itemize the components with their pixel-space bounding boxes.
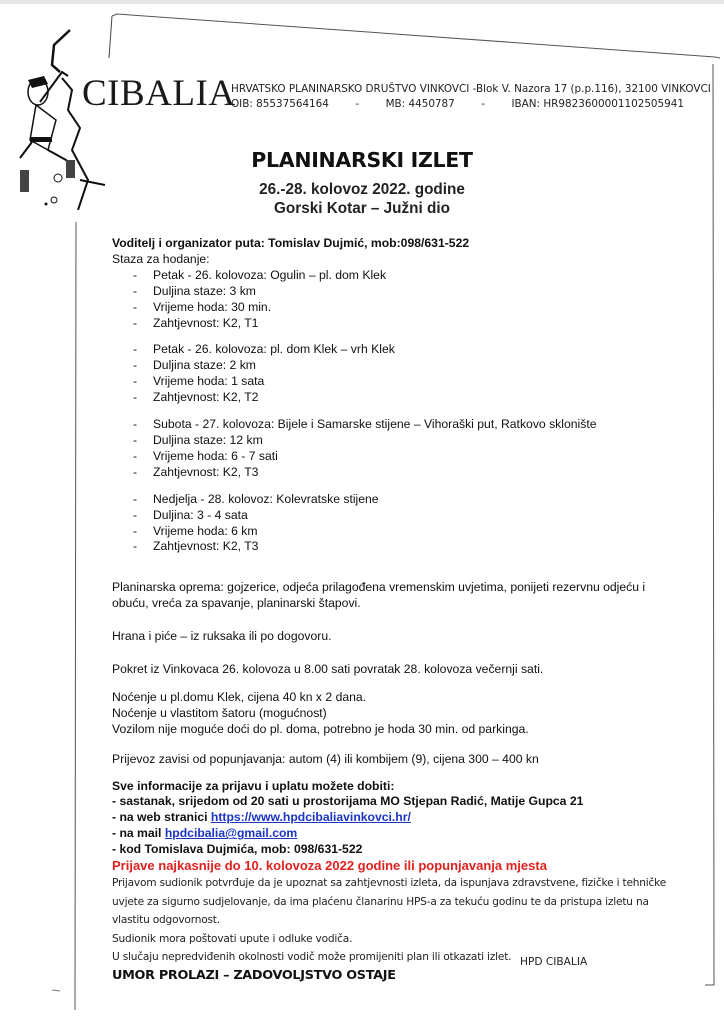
list-item: - Vrijeme hoda: 6 - 7 sati — [112, 449, 672, 465]
terms-text: U slučaju nepredviđenih okolnosti vodič može promijeniti plan ili otkazati izlet. — [112, 951, 512, 964]
separator: - — [355, 98, 360, 110]
list-item: - Zahtjevnost: K2, T1 — [112, 316, 672, 332]
stage-list-4 — [112, 492, 672, 556]
list-item: - Zahtjevnost: K2, T3 — [112, 539, 672, 555]
lodging-line: Noćenje u pl.domu Klek, cijena 40 kn x 2 dana. — [112, 689, 367, 704]
info-meeting: - sastanak, srijedom od 20 sati u prostorijama MO Stjepan Radić, Matije Gupca 21 — [112, 794, 584, 809]
terms-text: Prijavom sudionik potvrđuje da je upoznat sa zahtjevnosti izleta, da ispunjava zdravstvene, fizičke i tehničke uvjete za sigurno sudjelovanje, da ima plaćenu članarinu HPS-a za tekuću godinu te da pristupa izletu na vlastitu odgovornost. — [112, 877, 667, 927]
terms-text: Sudionik mora poštovati upute i odluke vodiča. — [112, 932, 353, 945]
info-web — [112, 810, 672, 826]
website-link[interactable]: https://www.hpdcibaliavinkovci.hr/ — [210, 810, 411, 825]
list-item: - Nedjelja - 28. kolovoz: Kolevratske stijene — [112, 492, 672, 508]
trip-dates: 26.-28. kolovoz 2022. godine — [259, 181, 465, 198]
info-phone: - kod Tomislava Dujmića, mob: 098/631-522 — [112, 842, 363, 857]
lodging-line: Noćenje u vlastitom šatoru (mogućnost) — [112, 705, 327, 720]
stage-list-3 — [112, 417, 672, 481]
registration-deadline: Prijave najkasnije do 10. kolovoza 2022 godine ili popunjavanja mjesta — [112, 858, 547, 874]
list-item: - Petak - 26. kolovoza: Ogulin – pl. dom Klek — [112, 268, 672, 284]
departure-text: Pokret iz Vinkovaca 26. kolovoza u 8.00 sati povratak 28. kolovoza večernji sati. — [112, 662, 544, 677]
org-iban: IBAN: HR9823600001102505941 — [511, 98, 684, 110]
motto: UMOR PROLAZI – ZADOVOLJSTVO OSTAJE — [112, 967, 396, 983]
list-item: - Vrijeme hoda: 30 min. — [112, 300, 672, 316]
document-body — [112, 236, 672, 984]
list-item: - Vrijeme hoda: 1 sata — [112, 374, 672, 390]
logo-text: CIBALIA — [82, 73, 236, 114]
trip-leader: Voditelj i organizator puta: Tomislav Dujmić, mob:098/631-522 — [112, 236, 470, 250]
info-web-label: - na web stranici — [112, 810, 211, 825]
email-link[interactable]: hpdcibalia@gmail.com — [164, 826, 298, 841]
food-text: Hrana i piće – iz ruksaka ili po dogovoru. — [112, 629, 332, 644]
org-address: HRVATSKO PLANINARSKO DRUŠTVO VINKOVCI -Blok V. Nazora 17 (p.p.116), 32100 VINKOVCI — [231, 83, 711, 95]
stage-list-2 — [112, 342, 672, 406]
top-edge — [0, 0, 724, 4]
equipment-text: Planinarska oprema: gojzerice, odjeća prilagođena vremenskim uvjetima, ponijeti rezervnu odjeću i obuću, vreća za spavanje, planinarski štapovi. — [112, 580, 646, 611]
lodging-line: Vozilom nije moguće doći do pl. doma, potrebno je hoda 30 min. od parkinga. — [112, 721, 529, 736]
list-item: - Duljina: 3 - 4 sata — [112, 508, 672, 524]
separator: - — [481, 98, 485, 110]
organization-header — [231, 82, 711, 112]
page-title: PLANINARSKI IZLET — [251, 148, 473, 172]
info-mail-label: - na mail — [112, 826, 165, 841]
signature: HPD CIBALIA — [520, 956, 588, 968]
list-item: - Duljina staze: 12 km — [112, 433, 672, 449]
info-mail — [112, 826, 672, 842]
org-mb: MB: 4450787 — [385, 98, 455, 110]
list-item: - Vrijeme hoda: 6 km — [112, 524, 672, 540]
list-item: - Duljina staze: 3 km — [112, 284, 672, 300]
org-oib: OIB: 85537564164 — [231, 98, 329, 110]
list-item: - Duljina staze: 2 km — [112, 358, 672, 374]
info-heading: Sve informacije za prijavu i uplatu možete dobiti: — [112, 778, 395, 793]
trail-heading: Staza za hodanje: — [112, 251, 210, 266]
stage-list-1 — [112, 268, 672, 332]
list-item: - Subota - 27. kolovoza: Bijele i Samarske stijene – Vihoraški put, Ratkovo sklonište — [112, 417, 672, 433]
list-item: - Zahtjevnost: K2, T3 — [112, 465, 672, 481]
list-item: - Zahtjevnost: K2, T2 — [112, 390, 672, 406]
trip-region: Gorski Kotar – Južni dio — [274, 200, 450, 217]
transport-text: Prijevoz zavisi od popunjavanja: autom (4) ili kombijem (9), cijena 300 – 400 kn — [112, 751, 539, 766]
list-item: - Petak - 26. kolovoza: pl. dom Klek – vrh Klek — [112, 342, 672, 358]
